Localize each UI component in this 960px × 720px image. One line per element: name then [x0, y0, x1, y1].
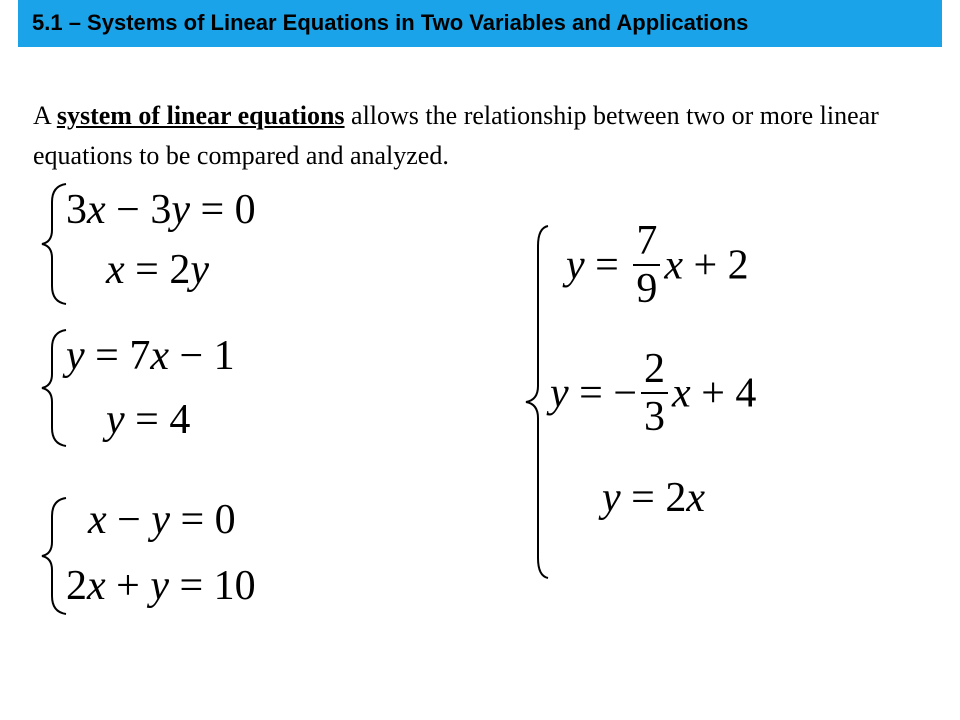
equation-2: y = 4 [106, 397, 191, 443]
system-3 [40, 494, 300, 618]
intro-paragraph [33, 96, 933, 176]
brace-icon [40, 180, 68, 308]
equation-1: 3x − 3y = 0 [66, 187, 256, 233]
intro-prefix: A [33, 101, 57, 130]
system-1 [40, 180, 300, 308]
brace-icon [40, 326, 68, 450]
system-4 [524, 218, 824, 582]
equation-1: y = 7x − 1 [66, 333, 235, 379]
equation-2: x = 2y [106, 247, 209, 293]
slide-title-bar [18, 0, 942, 47]
equation-2: y = − $\frac{2}{3}$ x + 4 [550, 346, 757, 440]
slide-title: 5.1 – Systems of Linear Equations in Two Variables and Applications [32, 10, 749, 35]
fraction: $\frac{2}{3}$ [641, 346, 668, 440]
fraction: $\frac{7}{9}$ [633, 218, 660, 312]
intro-suffix: allows the relationship between two or more linear equations to be compared and analyzed. [33, 101, 879, 170]
equation-2: 2x + y = 10 [66, 563, 256, 609]
key-term: system of linear equations [56, 101, 345, 130]
brace-icon [40, 494, 68, 618]
equation-3: y = 2x [602, 475, 705, 521]
brace-icon [524, 222, 552, 582]
equation-1: y = $\frac{7}{9}$ x + 2 [566, 218, 749, 312]
system-2 [40, 326, 300, 450]
equation-1: x − y = 0 [88, 497, 236, 543]
